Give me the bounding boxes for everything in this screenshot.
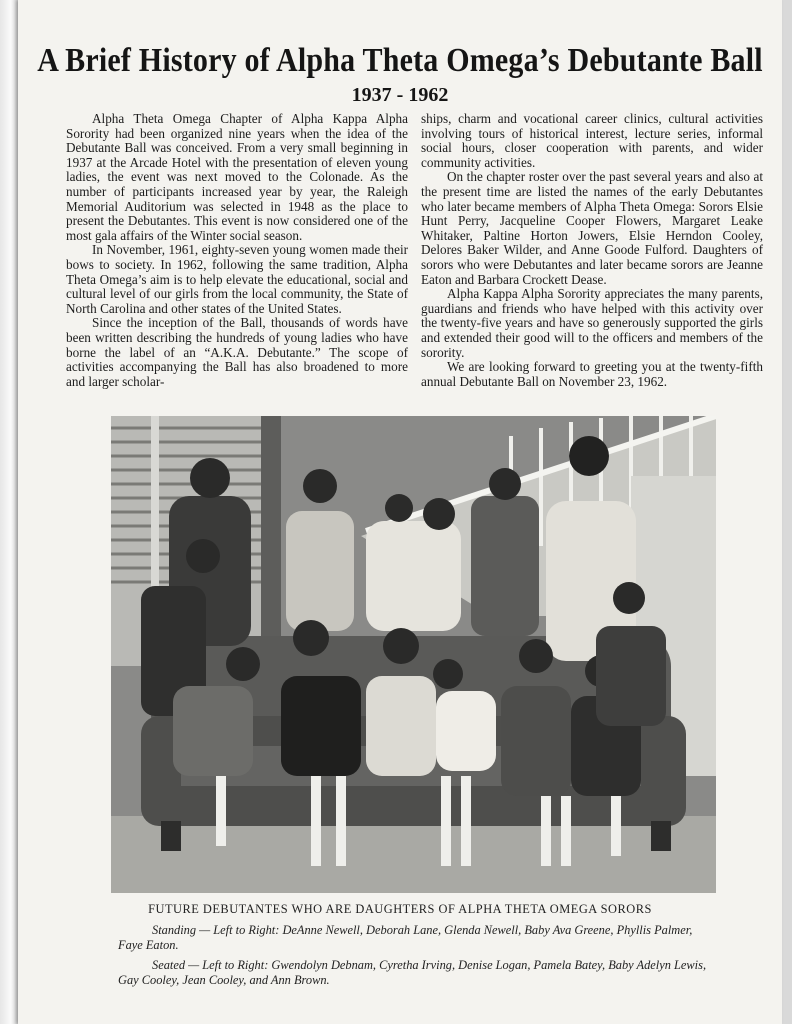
photo-caption-seated: Seated — Left to Right: Gwendolyn Debnam, Cyretha Irving, Denise Logan, Pamela Batey, Baby Adelyn Lewis, Gay Cooley, Jean Cooley, and Ann Brown. [118,958,707,987]
photo-caption-title: FUTURE DEBUTANTES WHO ARE DAUGHTERS OF ALPHA THETA OMEGA SORORS [148,902,652,916]
document-page [18,0,782,1024]
page-title: A Brief History of Alpha Theta Omega’s Debutante Ball [37,42,763,79]
binding-edge [0,0,18,1024]
article-paragraph: We are looking forward to greeting you at the twenty-fifth annual Debutante Ball on November 23, 1962. [421,359,763,389]
article-paragraph: ships, charm and vocational career clinics, cultural activities involving tours of historical interest, lecture series, informal social hours, closer cooperation with parents, and wider community activities. [421,111,763,170]
article-left-column [66,112,408,389]
article-paragraph: Since the inception of the Ball, thousands of words have been written describing the hundreds of young ladies who have borne the label of an “A.K.A. Debutante.” The scope of activities accompanying the Ball has also broadened to more and larger scholar- [66,315,408,389]
article-paragraph: Alpha Kappa Alpha Sorority appreciates the many parents, guardians and friends who have helped with this activity over the twenty-five years and have so generously supported the girls and extended their good will to the officers and members of the sorority. [421,286,763,360]
article-right-column [421,112,763,389]
group-photograph [111,416,716,893]
article-paragraph: On the chapter roster over the past several years and also at the present time are listed the names of the early Debutantes who later became members of Alpha Theta Omega: Sorors Elsie Hunt Perry, Jacqueline Cooper Flowers, Margaret Leake Whitaker, Paltine Horton Jowers, Elsie Herndon Cooley, Delores Baker Wilder, and Anne Goode Fulford. Daughters of sorors who were Debutantes and later became sorors are Jeanne Eaton and Barbara Crockett Dease. [421,169,763,287]
article-paragraph: Alpha Theta Omega Chapter of Alpha Kappa Alpha Sorority had been organized nine years when the idea of the Debutante Ball was conceived. From a very small beginning in 1937 at the Arcade Hotel with the presentation of eleven young ladies, the event was next moved to the Colonade. As the number of participants increased year by year, the Raleigh Memorial Auditorium was selected in 1948 as the place to present the Debutantes. This event is now considered one of the most gala affairs of the Winter social season. [66,111,408,243]
article-paragraph: In November, 1961, eighty-seven young women made their bows to society. In 1962, following the same tradition, Alpha Theta Omega’s aim is to help elevate the educational, social and cultural level of our girls from the local community, the State of North Carolina and other states of the United States. [66,242,408,316]
page-subtitle-years: 1937 - 1962 [351,84,449,106]
photo-caption-standing: Standing — Left to Right: DeAnne Newell, Deborah Lane, Glenda Newell, Baby Ava Greene, Phyllis Palmer, Faye Eaton. [118,923,693,952]
photo-illustration [111,416,716,893]
